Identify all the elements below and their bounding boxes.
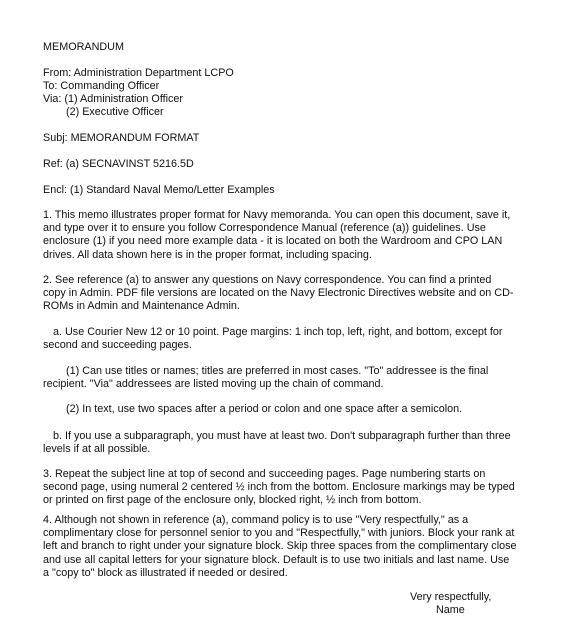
- paragraph-2-line: copy in Admin. PDF file versions are located on the Navy Electronic Directives website and on CD-: [43, 287, 514, 300]
- paragraph-2-line: 2. See reference (a) to answer any questions on Navy correspondence. You can find a printed: [43, 274, 492, 286]
- paragraph-3-line: second page, using numeral 2 centered ½ inch from the bottom. Enclosure markings may be typed: [43, 481, 515, 494]
- via-line-2: (2) Executive Officer: [66, 106, 164, 118]
- paragraph-4: [43, 514, 553, 580]
- paragraph-1-line: drives. All data shown here is in the proper format, including spacing.: [43, 248, 372, 261]
- subparagraph-2a1-line: recipient. "Via" addressees are listed moving up the chain of command.: [43, 378, 384, 391]
- subparagraph-2a-line: a. Use Courier New 12 or 10 point. Page margins: 1 inch top, left, right, and bottom, except for: [53, 326, 503, 338]
- to-line: To: Commanding Officer: [43, 80, 160, 92]
- subparagraph-2a1: [43, 365, 553, 391]
- subparagraph-2a2-line: (2) In text, use two spaces after a period or colon and one space after a semicolon.: [66, 403, 463, 415]
- paragraph-2-line: ROMs in Admin and Maintenance Admin.: [43, 300, 240, 313]
- complimentary-close: Very respectfully,: [410, 591, 492, 603]
- subject-line: Subj: MEMORANDUM FORMAT: [43, 132, 200, 144]
- signature-name: Name: [436, 604, 465, 616]
- paragraph-4-line: a "copy to" block as illustrated if needed or desired.: [43, 566, 288, 579]
- paragraph-4-line: 4. Although not shown in reference (a), command policy is to use "Very respectfully," as a: [43, 514, 469, 526]
- enclosure-line: Encl: (1) Standard Naval Memo/Letter Examples: [43, 184, 275, 196]
- paragraph-1: [43, 209, 553, 262]
- paragraph-1-line: 1. This memo illustrates proper format for Navy memoranda. You can open this document, save it,: [43, 209, 511, 221]
- subparagraph-2a: [43, 326, 553, 352]
- via-line-1: Via: (1) Administration Officer: [43, 93, 184, 105]
- paragraph-4-line: and use all capital letters for your signature block. Default is to use two initials and last name. Use: [43, 553, 510, 566]
- paragraph-1-line: enclosure (1) if you need more example data - it is located on both the Wardroom and CPO LAN: [43, 235, 503, 248]
- paragraph-3-line: or printed on first page of the enclosure only, blocked right, ½ inch from bottom.: [43, 494, 422, 507]
- subparagraph-2b-line: b. If you use a subparagraph, you must have at least two. Don't subparagraph further than three: [53, 430, 511, 442]
- subparagraph-2a1-line: (1) Can use titles or names; titles are preferred in most cases. "To" addressee is the final: [66, 365, 489, 377]
- paragraph-4-line: left and branch to right under your signature block. Skip three spaces from the complimentary close: [43, 540, 517, 553]
- paragraph-4-line: complimentary close for personnel senior to you and "Respectfully," with juniors. Block your rank at: [43, 527, 515, 540]
- subparagraph-2b: [43, 430, 553, 456]
- from-line: From: Administration Department LCPO: [43, 67, 234, 79]
- memo-heading: MEMORANDUM: [43, 41, 124, 53]
- signature-block: [410, 591, 491, 617]
- subparagraph-2b-line: levels if at all possible.: [43, 443, 151, 456]
- reference-line: Ref: (a) SECNAVINST 5216.5D: [43, 158, 194, 170]
- paragraph-3: [43, 468, 553, 508]
- subparagraph-2a-line: second and succeeding pages.: [43, 339, 192, 352]
- paragraph-1-line: and type over it to ensure you follow Correspondence Manual (reference (a)) guidelines. Use: [43, 222, 486, 235]
- subparagraph-2a2: [43, 403, 553, 416]
- paragraph-3-line: 3. Repeat the subject line at top of second and succeeding pages. Page numbering starts on: [43, 468, 486, 480]
- paragraph-2: [43, 274, 553, 314]
